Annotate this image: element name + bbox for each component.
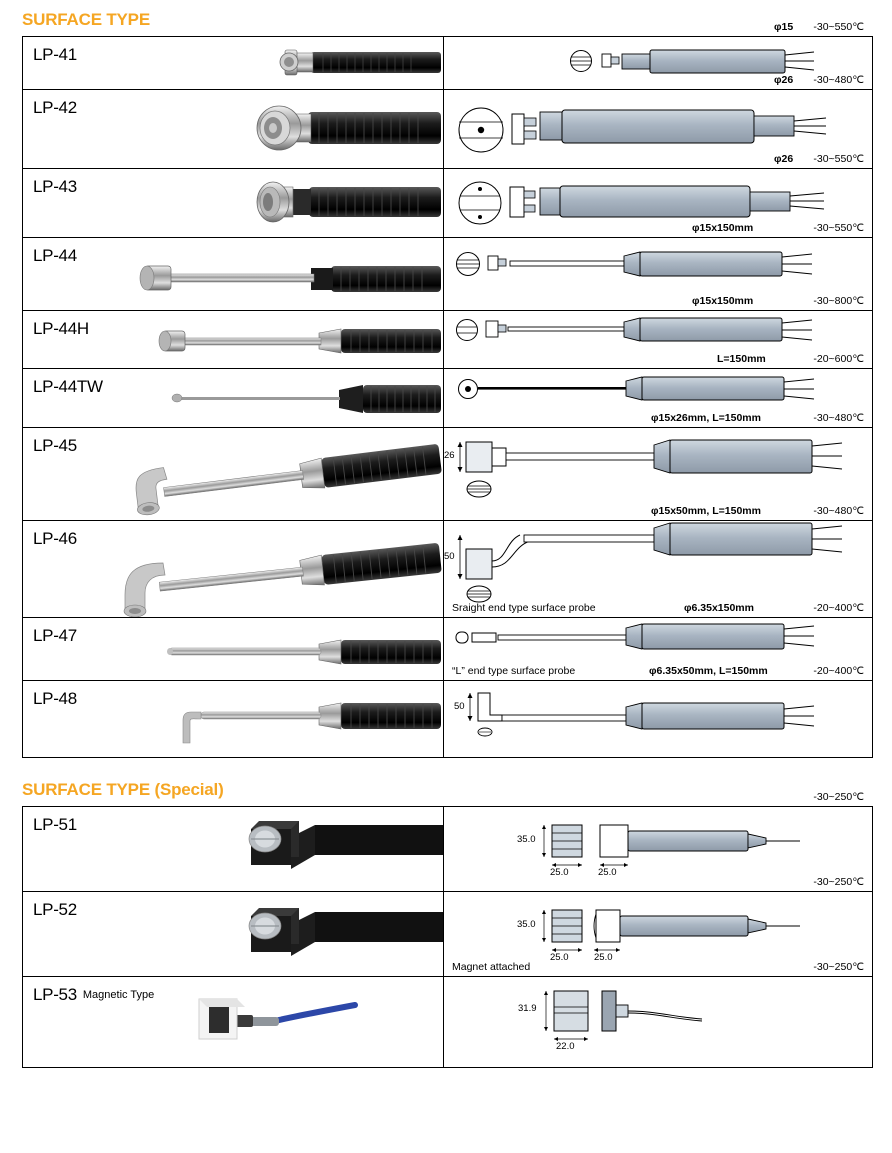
probe-photo bbox=[23, 37, 443, 89]
width-dimension-2: 25.0 bbox=[598, 867, 617, 878]
bend-dimension: 50 bbox=[454, 701, 465, 712]
probe-photo bbox=[23, 238, 443, 310]
model-cell bbox=[23, 369, 444, 428]
height-dimension: 35.0 bbox=[517, 834, 536, 845]
model-label: LP-43 bbox=[33, 177, 77, 196]
table-row bbox=[23, 681, 873, 758]
probe-note: Magnet attached bbox=[452, 961, 531, 973]
table-row bbox=[23, 90, 873, 169]
model-label: LP-48 bbox=[33, 689, 77, 708]
width-dimension-1: 25.0 bbox=[550, 952, 569, 963]
model-label: LP-45 bbox=[33, 436, 77, 455]
model-cell bbox=[23, 807, 444, 892]
dimension-label: φ26 bbox=[774, 153, 794, 165]
temperature-range: -20~400℃ bbox=[813, 602, 864, 614]
temperature-range: -30~250℃ bbox=[813, 791, 864, 803]
surface-type-table bbox=[22, 21, 873, 758]
dimension-label: φ15x50mm, L=150mm bbox=[651, 505, 761, 517]
probe-note: Sraight end type surface probe bbox=[452, 602, 596, 614]
table-row bbox=[23, 977, 873, 1068]
diagram-cell bbox=[444, 153, 873, 238]
width-dimension-2: 25.0 bbox=[594, 952, 613, 963]
dimension-label: φ6.35x150mm bbox=[684, 602, 754, 614]
probe-photo bbox=[23, 807, 443, 891]
table-row bbox=[23, 892, 873, 977]
height-dimension: 35.0 bbox=[517, 919, 536, 930]
probe-photo bbox=[23, 521, 443, 617]
model-label: LP-47 bbox=[33, 626, 77, 645]
table-row bbox=[23, 807, 873, 892]
surface-type-special-table bbox=[22, 791, 873, 1068]
model-cell bbox=[23, 169, 444, 238]
model-label: LP-42 bbox=[33, 98, 77, 117]
height-dimension: 31.9 bbox=[518, 1003, 537, 1014]
probe-photo bbox=[23, 90, 443, 168]
model-cell bbox=[23, 618, 444, 681]
temperature-range: -20~400℃ bbox=[813, 665, 864, 677]
probe-catalog-page bbox=[0, 10, 892, 1068]
model-label: LP-46 bbox=[33, 529, 77, 548]
diagram-cell bbox=[444, 295, 873, 369]
diagram-cell bbox=[444, 961, 873, 1068]
temperature-range: -30~480℃ bbox=[813, 505, 864, 517]
model-cell bbox=[23, 681, 444, 758]
model-label: LP-52 bbox=[33, 900, 77, 919]
width-dimension-1: 25.0 bbox=[550, 867, 569, 878]
model-cell bbox=[23, 90, 444, 169]
probe-photo bbox=[23, 428, 443, 520]
diagram-cell bbox=[444, 791, 873, 892]
diagram-cell bbox=[444, 74, 873, 169]
model-label: LP-53 bbox=[33, 985, 77, 1004]
dimension-label: φ15 bbox=[774, 21, 794, 33]
width-dimension-1: 22.0 bbox=[556, 1041, 575, 1052]
dimension-label: φ15x26mm, L=150mm bbox=[651, 412, 761, 424]
temperature-range: -30~550℃ bbox=[813, 21, 864, 33]
dimension-label: φ26 bbox=[774, 74, 794, 86]
dimension-label: L=150mm bbox=[717, 353, 766, 365]
diagram-cell bbox=[444, 21, 873, 90]
diagram-cell bbox=[444, 665, 873, 758]
bend-dimension: 50 bbox=[444, 551, 455, 562]
dimension-label: φ15x150mm bbox=[692, 222, 754, 234]
temperature-range: -30~250℃ bbox=[813, 961, 864, 973]
model-sublabel: Magnetic Type bbox=[82, 989, 155, 1001]
model-label: LP-44H bbox=[33, 319, 89, 338]
probe-photo bbox=[23, 618, 443, 680]
model-label: LP-41 bbox=[33, 45, 77, 64]
probe-note: “L” end type surface probe bbox=[452, 665, 576, 677]
model-cell bbox=[23, 238, 444, 311]
model-label: LP-44 bbox=[33, 246, 77, 265]
temperature-range: -30~250℃ bbox=[813, 876, 864, 888]
temperature-range: -30~800℃ bbox=[813, 295, 864, 307]
probe-photo bbox=[23, 681, 443, 757]
dimension-label: φ6.35x50mm, L=150mm bbox=[649, 665, 768, 677]
model-label: LP-44TW bbox=[33, 377, 103, 396]
dimension-label: φ15x150mm bbox=[692, 295, 754, 307]
diagram-cell bbox=[444, 222, 873, 311]
temperature-range: -20~600℃ bbox=[813, 353, 864, 365]
model-cell bbox=[23, 428, 444, 521]
model-cell bbox=[23, 977, 444, 1068]
model-cell bbox=[23, 521, 444, 618]
model-cell bbox=[23, 892, 444, 977]
temperature-range: -30~550℃ bbox=[813, 222, 864, 234]
model-cell bbox=[23, 311, 444, 369]
model-label: LP-51 bbox=[33, 815, 77, 834]
temperature-range: -30~480℃ bbox=[813, 74, 864, 86]
model-cell bbox=[23, 37, 444, 90]
section-title-surface-type: SURFACE TYPE bbox=[22, 10, 150, 29]
probe-photo bbox=[23, 892, 443, 976]
probe-photo bbox=[23, 169, 443, 237]
bend-dimension: 26 bbox=[444, 450, 455, 461]
temperature-range: -30~480℃ bbox=[813, 412, 864, 424]
temperature-range: -30~550℃ bbox=[813, 153, 864, 165]
section-title-surface-type-special: SURFACE TYPE (Special) bbox=[22, 780, 224, 799]
table-row bbox=[23, 37, 873, 90]
